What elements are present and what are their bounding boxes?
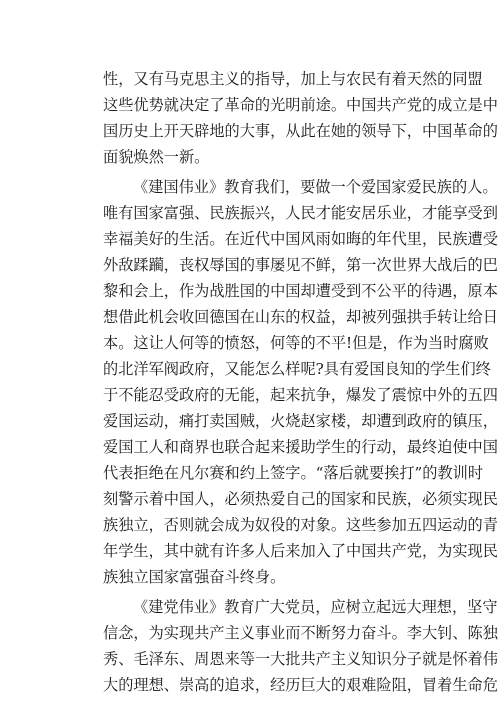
text-line: 族独立，否则就会成为奴役的对象。这些参加五四运动的青 bbox=[103, 516, 498, 534]
text-line: 想借此机会收回德国在山东的权益，却被列强拱手转让给日 bbox=[103, 308, 498, 326]
text-line: 幸福美好的生活。在近代中国风雨如晦的年代里，民族遭受 bbox=[103, 230, 498, 248]
text-line: 爱国运动，痛打卖国贼，火烧赵家楼，却遭到政府的镇压， bbox=[103, 412, 498, 430]
paragraph-first-line: 《建党伟业》教育广大党员，应树立起远大理想，坚守 bbox=[133, 598, 498, 616]
text-line: 外敌蹂躏，丧权辱国的事屡见不鲜，第一次世界大战后的巴 bbox=[103, 256, 498, 274]
text-line: 性，又有马克思主义的指导，加上与农民有着天然的同盟 bbox=[103, 70, 483, 88]
text-line: 面貌焕然一新。 bbox=[103, 148, 210, 166]
text-line: 信念，为实现共产主义事业而不断努力奋斗。李大钊、陈独 bbox=[103, 624, 498, 642]
text-line: 本。这让人何等的愤怒，何等的不平!但是，作为当时腐败 bbox=[103, 334, 489, 352]
text-line: 的北洋军阀政府，又能怎么样呢?具有爱国良知的学生们终 bbox=[103, 360, 491, 378]
text-line: 刻警示着中国人，必须热爱自己的国家和民族，必须实现民 bbox=[103, 490, 498, 508]
text-line: 国历史上开天辟地的大事，从此在她的领导下，中国革命的 bbox=[103, 122, 498, 140]
text-line: 大的理想、崇高的追求，经历巨大的艰难险阻，冒着生命危 bbox=[103, 676, 498, 694]
text-line: 黎和会上，作为战胜国的中国却遭受到不公平的待遇，原本 bbox=[103, 282, 498, 300]
text-line: 族独立国家富强奋斗终身。 bbox=[103, 568, 286, 586]
text-line: 秀、毛泽东、周恩来等一大批共产主义知识分子就是怀着伟 bbox=[103, 650, 498, 668]
text-line: 这些优势就决定了革命的光明前途。中国共产党的成立是中 bbox=[103, 96, 498, 114]
text-line: 爱国工人和商界也联合起来援助学生的行动，最终迫使中国 bbox=[103, 438, 498, 456]
paragraph-first-line: 《建国伟业》教育我们，要做一个爱国家爱民族的人。 bbox=[133, 178, 498, 196]
text-line: 唯有国家富强、民族振兴，人民才能安居乐业，才能享受到 bbox=[103, 204, 498, 222]
text-line: 代表拒绝在凡尔赛和约上签字。“落后就要挨打”的教训时 bbox=[103, 464, 484, 482]
text-line: 年学生，其中就有许多人后来加入了中国共产党，为实现民 bbox=[103, 542, 498, 560]
text-line: 于不能忍受政府的无能，起来抗争，爆发了震惊中外的五四 bbox=[103, 386, 498, 404]
